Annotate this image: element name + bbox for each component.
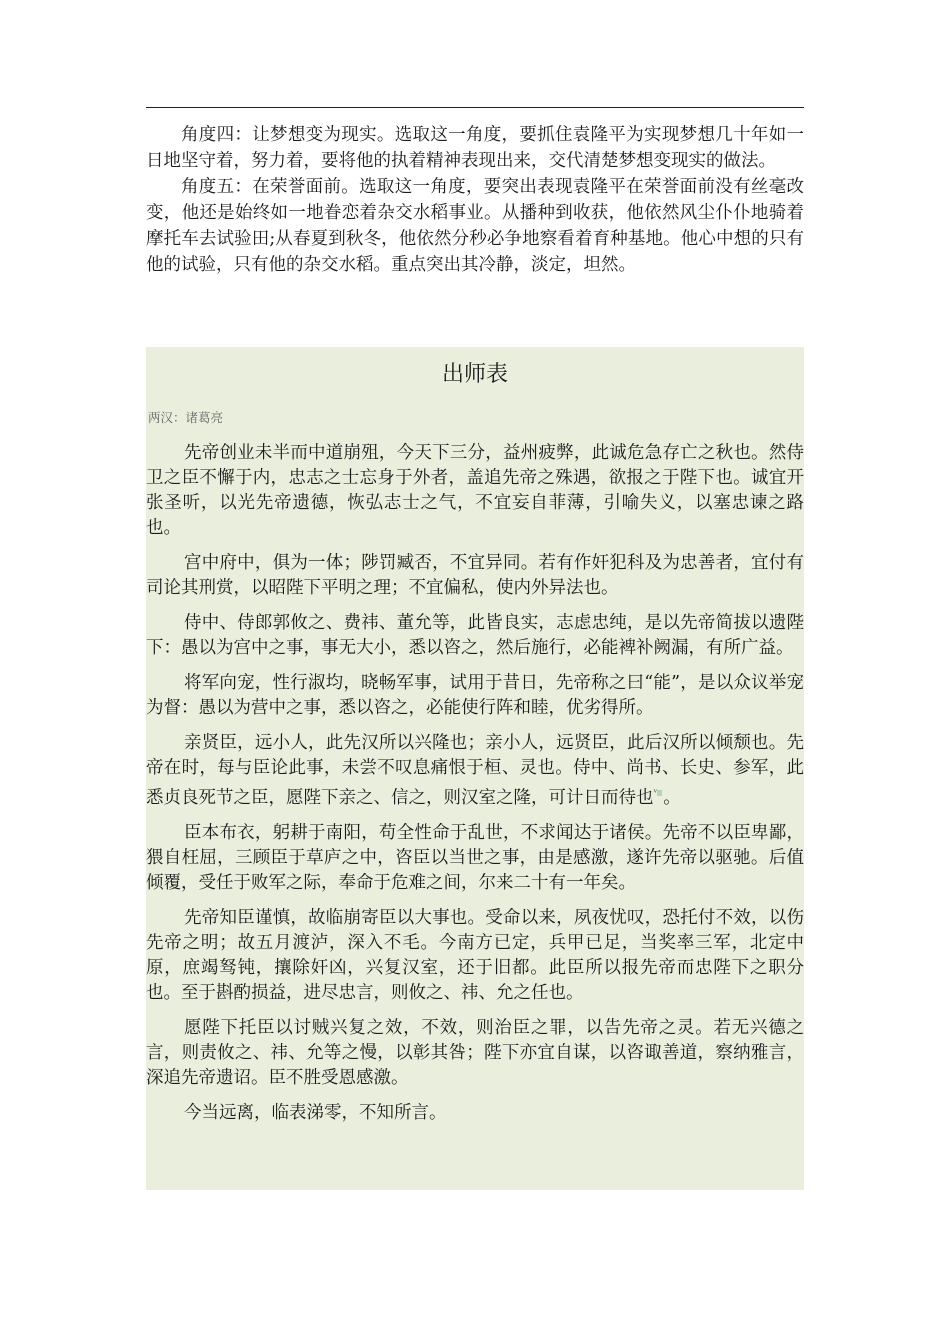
poem-paragraph: 侍中、侍郎郭攸之、费祎、董允等，此皆良实，志虑忠纯，是以先帝简拔以遗陛下：愚以为宫中之事，事无大小，悉以咨之，然后施行，必能裨补阙漏，有所广益。 [146, 613, 804, 658]
poem-paragraph: 臣本布衣，躬耕于南阳，苟全性命于乱世，不求闻达于诸侯。先帝不以臣卑鄙，猥自枉屈，三顾臣于草庐之中，咨臣以当世之事，由是感激，遂许先帝以驱驰。后值倾覆，受任于败军之际，奉命于危难之间，尔来二十有一年矣。 [146, 822, 804, 893]
poem-paragraph: 愿陛下托臣以讨贼兴复之效，不效，则治臣之罪，以告先帝之灵。若无兴德之言，则责攸之、祎、允等之慢，以彰其咎；陛下亦宜自谋，以咨诹善道，察纳雅言，深追先帝遗诏。臣不胜受恩感激。 [146, 1017, 804, 1088]
angle-four-paragraph: 角度四：让梦想变为现实。选取这一角度，要抓住袁隆平为实现梦想几十年如一日地坚守着，努力着，要将他的执着精神表现出来，交代清楚梦想变现实的做法。 [146, 125, 804, 171]
poem-author: 两汉：诸葛亮 [148, 410, 224, 425]
poem-paragraph-text: 亲贤臣，远小人，此先汉所以兴隆也；亲小人，远贤臣，此后汉所以倾颓也。先帝在时，每与臣论此事，未尝不叹息痛恨于桓、灵也。侍中、尚书、长史、参军，此悉贞良死节之臣，愿陛下亲之、信之，则汉室之隆，可计日而待也 [146, 733, 804, 808]
poem-title: 出师表 [441, 362, 508, 387]
poem-paragraph: 将军向宠，性行淑均，晓畅军事，试用于昔日，先帝称之曰“能”，是以众议举宠为督：愚以为营中之事，悉以咨之，必能使行阵和睦，优劣得所。 [146, 673, 804, 718]
poem-paragraph [146, 731, 804, 811]
annotation-mark[interactable]: ᵛ [653, 788, 658, 799]
poem-body [146, 441, 804, 1126]
angle-five-paragraph: 角度五：在荣誉面前。选取这一角度，要突出表现袁隆平在荣誉面前没有丝毫改变，他还是始终如一地眷恋着杂交水稻事业。从播种到收获，他依然风尘仆仆地骑着摩托车去试验田;从春夏到秋冬，他依然分秒必争地察看着育种基地。他心中想的只有他的试验，只有他的杂交水稻。重点突出其冷静，淡定，坦然。 [146, 177, 804, 275]
closing-punctuation: 。 [663, 787, 681, 808]
essay-angles-section [146, 122, 804, 278]
poem-paragraph: 今当远离，临表涕零，不知所言。 [184, 1102, 447, 1123]
top-divider [146, 107, 804, 108]
annotation-marker-icon[interactable] [657, 790, 662, 796]
poem-paragraph: 宫中府中，俱为一体；陟罚臧否，不宜异同。若有作奸犯科及为忠善者，宜付有司论其刑赏，以昭陛下平明之理；不宜偏私，使内外异法也。 [146, 553, 804, 598]
poem-paragraph: 先帝知臣谨慎，故临崩寄臣以大事也。受命以来，夙夜忧叹，恐托付不效，以伤先帝之明；故五月渡泸，深入不毛。今南方已定，兵甲已足，当奖率三军，北定中原，庶竭驽钝，攘除奸凶，兴复汉室，还于旧都。此臣所以报先帝而忠陛下之职分也。至于斟酌损益，进尽忠言，则攸之、祎、允之任也。 [146, 907, 804, 1003]
poem-paragraph: 先帝创业未半而中道崩殂，今天下三分，益州疲弊，此诚危急存亡之秋也。然侍卫之臣不懈于内，忠志之士忘身于外者，盖追先帝之殊遇，欲报之于陛下也。诚宜开张圣听，以光先帝遗德，恢弘志士之气，不宜妄自菲薄，引喻失义，以塞忠谏之路也。 [146, 443, 804, 538]
poem-card [146, 347, 804, 1190]
